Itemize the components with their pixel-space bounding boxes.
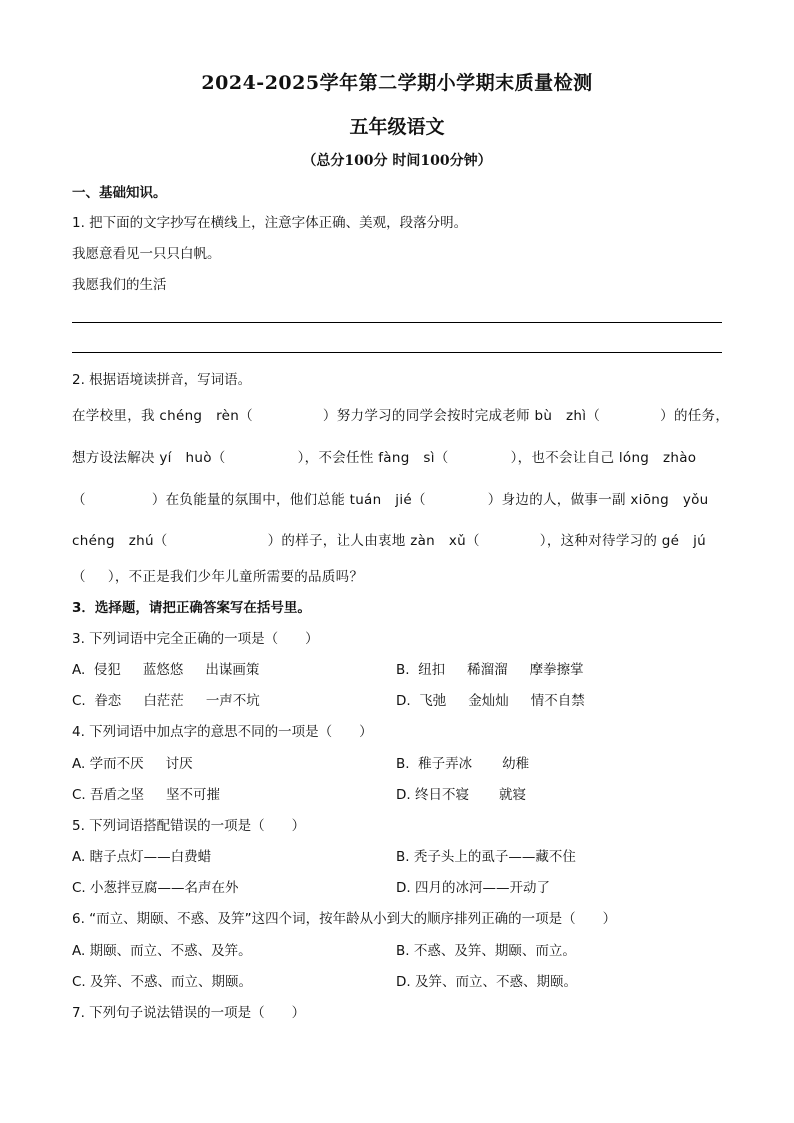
- option-c[interactable]: [72, 785, 220, 805]
- copy-text-line-1: 我愿意看见一只只白帆。: [72, 246, 221, 262]
- option-c[interactable]: C. 及笄、不惑、而立、期颐。: [72, 974, 253, 990]
- question-1-prompt: 1. 把下面的文字抄写在横线上，注意字体正确、美观，段落分明。: [72, 215, 468, 231]
- option-word: 稀溜溜: [467, 662, 508, 678]
- option-word: 出谋画策: [205, 662, 260, 678]
- option-letter: B.: [396, 756, 410, 772]
- pinyin-segment: 想方设法解决 yí huò（: [72, 450, 226, 466]
- exam-info: （总分100分 时间100分钟）: [302, 153, 492, 169]
- option-b[interactable]: [396, 754, 529, 774]
- pinyin-row-3: [72, 490, 709, 510]
- option-letter: D.: [396, 787, 411, 803]
- option-word: 摩拳擦掌: [529, 662, 584, 678]
- pinyin-segment: ）在负能量的氛围中，他们总能 tuán jié（: [151, 492, 426, 508]
- option-word: 一声不坑: [205, 693, 260, 709]
- option-word: 情不自禁: [530, 693, 585, 709]
- pinyin-segment: （: [72, 569, 86, 585]
- question-5-stem: 5. 下列词语搭配错误的一项是（ ）: [72, 818, 306, 834]
- option-word: 坚不可摧: [166, 787, 221, 803]
- exam-title: 2024-2025学年第二学期小学期末质量检测: [201, 72, 593, 94]
- option-word: 金灿灿: [468, 693, 509, 709]
- writing-line-2[interactable]: [72, 352, 722, 353]
- option-a[interactable]: [72, 754, 193, 774]
- question-3-stem: 3. 下列词语中完全正确的一项是（ ）: [72, 631, 319, 647]
- pinyin-segment: ），这种对待学习的 gé jú: [539, 533, 706, 549]
- option-word: 稚子弄冰: [418, 756, 473, 772]
- pinyin-segment: （: [72, 492, 86, 508]
- option-b[interactable]: B. 秃子头上的虱子——藏不住: [396, 849, 576, 865]
- writing-line-1[interactable]: [72, 322, 722, 323]
- option-c[interactable]: C. 小葱拌豆腐——名声在外: [72, 880, 239, 896]
- option-b[interactable]: B. 不惑、及笄、期颐、而立。: [396, 943, 576, 959]
- question-4-stem: 4. 下列词语中加点字的意思不同的一项是（ ）: [72, 724, 373, 740]
- option-a[interactable]: A. 期颐、而立、不惑、及笄。: [72, 943, 252, 959]
- question-2-prompt: 2. 根据语境读拼音，写词语。: [72, 372, 252, 388]
- pinyin-segment: ）身边的人，做事一副 xiōng yǒu: [487, 492, 709, 508]
- option-word: 幼稚: [502, 756, 530, 772]
- pinyin-row-1: [72, 406, 729, 426]
- option-word: 侵犯: [93, 662, 121, 678]
- option-letter: A.: [72, 662, 86, 678]
- option-word: 就寝: [498, 787, 526, 803]
- section-heading-basics: 一、基础知识。: [72, 185, 167, 201]
- question-6-stem: 6. “而立、期颐、不惑、及笄”这四个词，按年龄从小到大的顺序排列正确的一项是（ ）: [72, 911, 617, 927]
- option-word: 蓝悠悠: [142, 662, 184, 678]
- exam-subject: 五年级语文: [349, 116, 445, 138]
- option-letter: A.: [72, 756, 86, 772]
- section-heading-choice: 3．选择题，请把正确答案写在括号里。: [72, 600, 311, 616]
- option-letter: C.: [72, 693, 86, 709]
- pinyin-segment: ）的样子，让人由衷地 zàn xǔ（: [267, 533, 480, 549]
- pinyin-segment: 在学校里，我 chéng rèn（: [72, 408, 253, 424]
- option-d[interactable]: D. 及笄、而立、不惑、期颐。: [396, 974, 577, 990]
- pinyin-row-5: [72, 567, 363, 587]
- option-word: 终日不寝: [414, 787, 469, 803]
- option-c[interactable]: [72, 691, 260, 711]
- option-word: 学而不厌: [89, 756, 144, 772]
- option-letter: C.: [72, 787, 86, 803]
- option-word: 白茫茫: [143, 693, 184, 709]
- pinyin-row-4: [72, 531, 706, 551]
- option-letter: D.: [396, 693, 411, 709]
- pinyin-segment: chéng zhú（: [72, 533, 168, 549]
- option-a[interactable]: A. 瞎子点灯——白费蜡: [72, 849, 212, 865]
- question-7-stem: 7. 下列句子说法错误的一项是（ ）: [72, 1005, 306, 1021]
- option-a[interactable]: [72, 660, 259, 680]
- pinyin-row-2: [72, 448, 696, 468]
- pinyin-segment: ），不正是我们少年儿童所需要的品质吗？: [107, 569, 364, 585]
- option-letter: B.: [396, 662, 410, 678]
- option-d[interactable]: [396, 785, 526, 805]
- option-d[interactable]: [396, 691, 585, 711]
- pinyin-segment: ）努力学习的同学会按时完成老师 bù zhì（: [322, 408, 601, 424]
- option-d[interactable]: D. 四月的冰河——开动了: [396, 880, 550, 896]
- option-word: 飞弛: [419, 693, 447, 709]
- option-word: 眷恋: [94, 693, 122, 709]
- option-word: 讨厌: [165, 756, 193, 772]
- option-b[interactable]: [396, 660, 584, 680]
- pinyin-segment: ）的任务，: [660, 408, 730, 424]
- pinyin-segment: ），也不会让自己 lóng zhào: [510, 450, 697, 466]
- option-word: 纽扣: [418, 662, 446, 678]
- option-word: 吾盾之坚: [90, 787, 145, 803]
- copy-text-line-2: 我愿我们的生活: [72, 277, 167, 293]
- pinyin-segment: ），不会任性 fàng sì（: [297, 450, 449, 466]
